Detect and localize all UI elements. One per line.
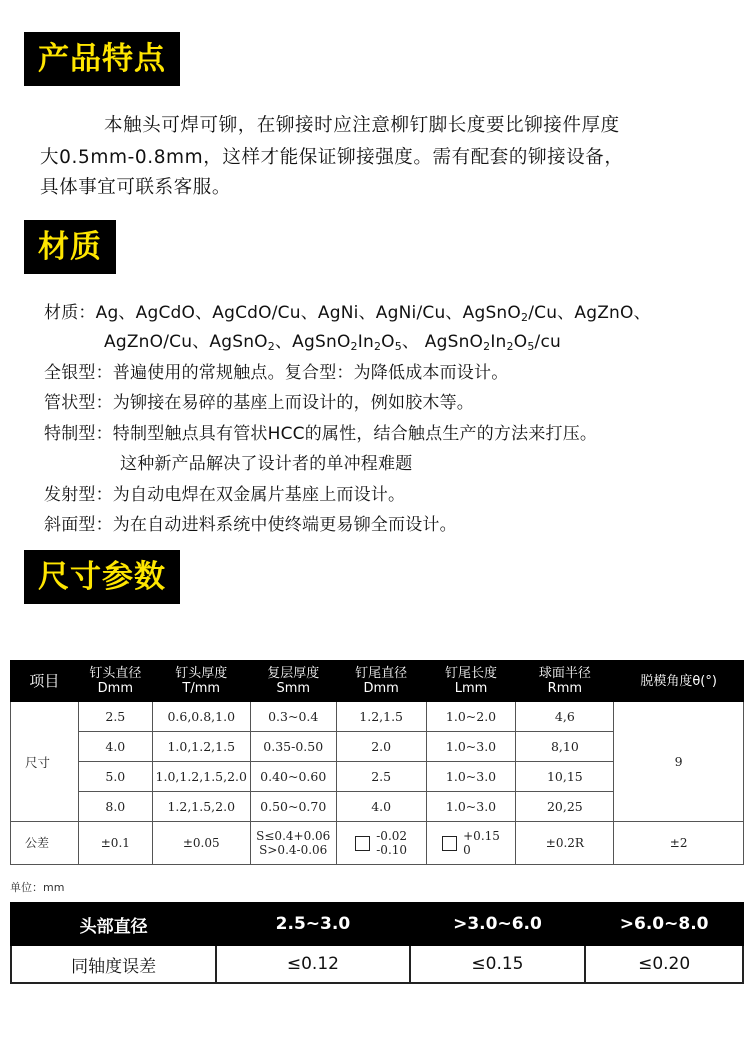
coax-header-row <box>11 903 743 945</box>
table-cell: ≤0.12 <box>216 945 409 983</box>
tol-head-diameter: ±0.1 <box>78 822 152 865</box>
table-cell: 1.0~2.0 <box>426 702 516 732</box>
table-cell: 0.35-0.50 <box>250 732 336 762</box>
material-line-2: AgZnO/Cu、AgSnO$_2$、$AgSnO_2In_2O_5$、 $AgSnO_2In_2O_5/cu$ <box>104 332 561 353</box>
table-row <box>11 945 743 983</box>
header-layer-thickness: 复层厚度 Smm <box>250 661 336 702</box>
tol-head-thickness: ±0.05 <box>152 822 250 865</box>
type-tubular: 管状型：为铆接在易碎的基座上而设计的，例如胶木等。 <box>44 393 474 413</box>
tol-sphere-radius: ±0.2R <box>516 822 614 865</box>
features-line-2: 大0.5mm-0.8mm，这样才能保证铆接强度。需有配套的铆接设备， <box>40 147 624 168</box>
type-silver: 全银型：普遍使用的常规触点。复合型：为降低成本而设计。 <box>44 363 509 383</box>
tol-tail-diameter: -0.02 -0.10 <box>336 822 426 865</box>
draft-angle-value: 9 <box>614 702 744 822</box>
type-bevel: 斜面型：为在自动进料系统中使终端更易铆全而设计。 <box>44 515 457 535</box>
header-tail-length: 钉尾长度 Lmm <box>426 661 516 702</box>
tolerance-label: 公差 <box>11 822 79 865</box>
header-item: 项目 <box>11 661 79 702</box>
coax-header-head-diameter: 头部直径 <box>11 903 216 945</box>
table-cell: 1.2,1.5,2.0 <box>152 792 250 822</box>
tolerance-row <box>11 822 744 865</box>
table-cell: 2.5 <box>336 762 426 792</box>
table-cell: 1.2,1.5 <box>336 702 426 732</box>
checkbox-icon <box>442 836 457 851</box>
table-cell: 20,25 <box>516 792 614 822</box>
table-cell: 0.3~0.4 <box>250 702 336 732</box>
table-cell: 4,6 <box>516 702 614 732</box>
spec-header-row <box>11 661 744 702</box>
material-label: 材质： <box>44 303 96 323</box>
tol-layer-thickness: S≤0.4+0.06 S>0.4-0.06 <box>250 822 336 865</box>
table-cell: 1.0,1.2,1.5 <box>152 732 250 762</box>
header-sphere-radius: 球面半径 Rmm <box>516 661 614 702</box>
type-special-note: 这种新产品解决了设计者的单冲程难题 <box>120 454 413 474</box>
table-cell: 0.6,0.8,1.0 <box>152 702 250 732</box>
table-cell: 10,15 <box>516 762 614 792</box>
coaxiality-table <box>10 902 744 984</box>
material-line-1: 材质：Ag、AgCdO、AgCdO/Cu、AgNi、AgNi/Cu、AgSnO$_2$/Cu、AgZnO、 <box>44 303 651 324</box>
features-line-3: 具体事宜可联系客服。 <box>40 177 232 198</box>
size-heading: 尺寸参数 <box>24 550 180 604</box>
table-cell: 1.0~3.0 <box>426 732 516 762</box>
coax-header-range: >3.0~6.0 <box>410 903 586 945</box>
size-label: 尺寸 <box>11 702 79 822</box>
table-cell: 2.0 <box>336 732 426 762</box>
table-cell: 1.0~3.0 <box>426 762 516 792</box>
header-tail-diameter: 钉尾直径 Dmm <box>336 661 426 702</box>
header-head-diameter: 钉头直径 Dmm <box>78 661 152 702</box>
table-cell: 2.5 <box>78 702 152 732</box>
table-cell: 8,10 <box>516 732 614 762</box>
table-cell: 1.0,1.2,1.5,2.0 <box>152 762 250 792</box>
type-emission: 发射型：为自动电焊在双金属片基座上而设计。 <box>44 485 406 505</box>
table-cell: ≤0.20 <box>585 945 743 983</box>
tol-draft-angle: ±2 <box>614 822 744 865</box>
table-cell: 5.0 <box>78 762 152 792</box>
table-cell: 8.0 <box>78 792 152 822</box>
header-draft-angle: 脱模角度θ(°) <box>614 661 744 702</box>
material-heading: 材质 <box>24 220 116 274</box>
features-line-1: 本触头可焊可铆，在铆接时应注意柳钉脚长度要比铆接件厚度 <box>104 115 620 136</box>
features-heading: 产品特点 <box>24 32 180 86</box>
coax-row-label: 同轴度误差 <box>11 945 216 983</box>
coax-header-range: >6.0~8.0 <box>585 903 743 945</box>
table-row <box>11 702 744 732</box>
spec-table <box>10 660 744 865</box>
table-cell: 4.0 <box>336 792 426 822</box>
unit-note: 单位：mm <box>10 881 65 894</box>
table-cell: ≤0.15 <box>410 945 586 983</box>
table-cell: 4.0 <box>78 732 152 762</box>
table-cell: 0.40~0.60 <box>250 762 336 792</box>
table-cell: 1.0~3.0 <box>426 792 516 822</box>
type-special: 特制型：特制型触点具有管状HCC的属性，结合触点生产的方法来打压。 <box>44 424 598 444</box>
table-cell: 0.50~0.70 <box>250 792 336 822</box>
header-head-thickness: 钉头厚度 T/mm <box>152 661 250 702</box>
tol-tail-length: +0.15 0 <box>426 822 516 865</box>
coax-header-range: 2.5~3.0 <box>216 903 409 945</box>
checkbox-icon <box>355 836 370 851</box>
